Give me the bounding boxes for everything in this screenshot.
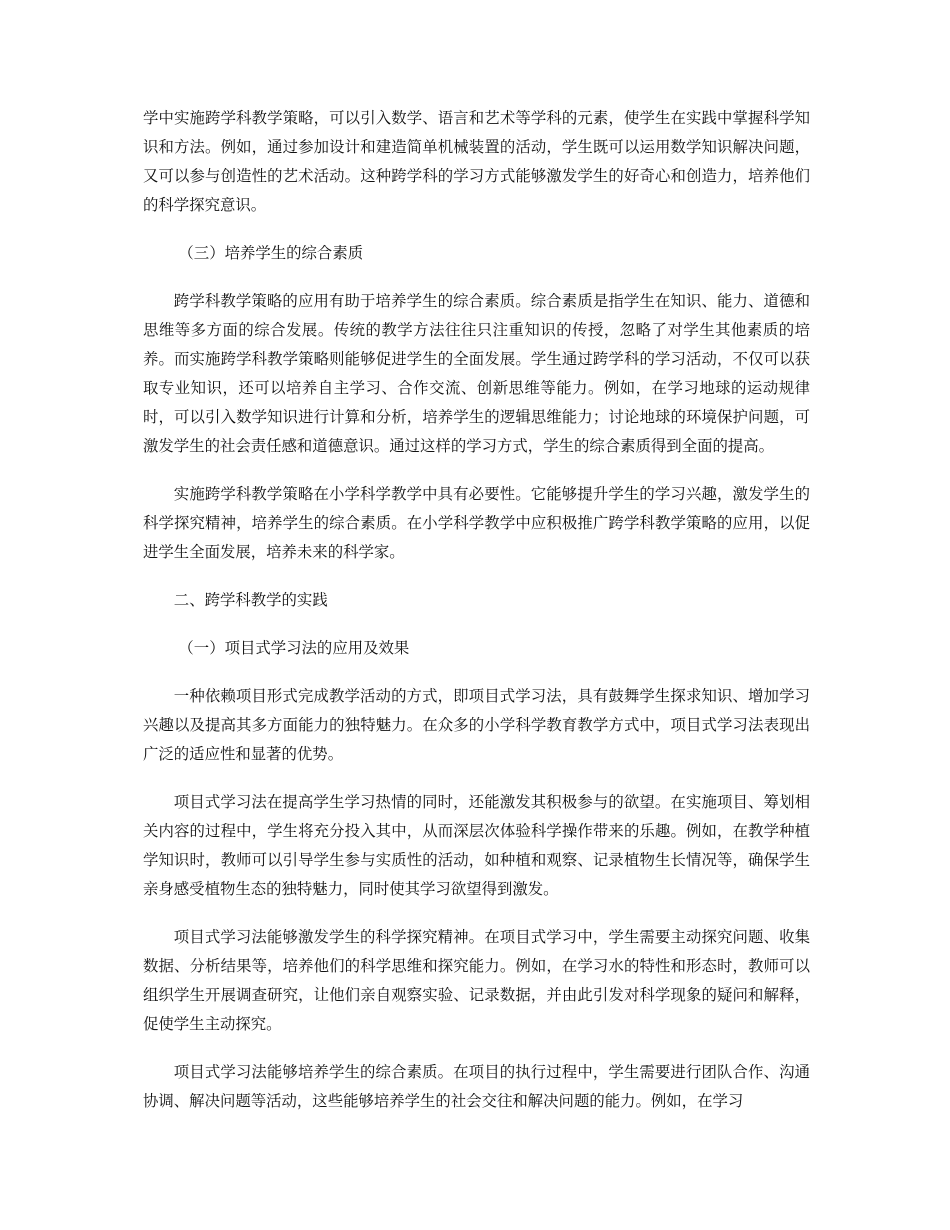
paragraph-truncated: 项目式学习法能够培养学生的综合素质。在项目的执行过程中，学生需要进行团队合作、沟通协调、解决问题等活动，这些能够培养学生的社会交往和解决问题的能力。例如，在学习: [143, 1063, 810, 1110]
paragraph: 项目式学习法在提高学生学习热情的同时，还能激发其积极参与的欲望。在实施项目、筹划相关内容的过程中，学生将充分投入其中，从而深层次体验科学操作带来的乐趣。例如，在教学种植学知识时，教师可以引导学生参与实质性的活动，如种植和观察、记录植物生长情况等，确保学生亲身感受植物生态的独特魅力，同时使其学习欲望得到激发。: [143, 793, 810, 898]
paragraph: 一种依赖项目形式完成教学活动的方式，即项目式学习法，具有鼓舞学生探求知识、增加学习兴趣以及提高其多方面能力的独特魅力。在众多的小学科学教育教学方式中，项目式学习法表现出广泛的适应性和显著的优势。: [143, 687, 810, 763]
section-heading-1: （一）项目式学习法的应用及效果: [178, 639, 410, 657]
paragraph-continuation: 学中实施跨学科教学策略，可以引入数学、语言和艺术等学科的元素，使学生在实践中掌握科学知识和方法。例如，通过参加设计和建造简单机械装置的活动，学生既可以运用数学知识解决问题，又可以参与创造性的艺术活动。这种跨学科的学习方式能够激发学生的好奇心和创造力，培养他们的科学探究意识。: [143, 109, 810, 214]
section-heading-3: （三）培养学生的综合素质: [178, 244, 364, 262]
paragraph: 实施跨学科教学策略在小学科学教学中具有必要性。它能够提升学生的学习兴趣，激发学生的科学探究精神，培养学生的综合素质。在小学科学教学中应积极推广跨学科教学策略的应用，以促进学生全面发展，培养未来的科学家。: [143, 485, 810, 561]
chapter-heading-2: 二、跨学科教学的实践: [173, 591, 328, 609]
paragraph: 项目式学习法能够激发学生的科学探究精神。在项目式学习中，学生需要主动探究问题、收集数据、分析结果等，培养他们的科学思维和探究能力。例如，在学习水的特性和形态时，教师可以组织学生开展调查研究，让他们亲自观察实验、记录数据，并由此引发对科学现象的疑问和解释，促使学生主动探究。: [143, 928, 810, 1033]
paragraph: 跨学科教学策略的应用有助于培养学生的综合素质。综合素质是指学生在知识、能力、道德和思维等多方面的综合发展。传统的教学方法往往只注重知识的传授，忽略了对学生其他素质的培养。而实施跨学科教学策略则能够促进学生的全面发展。学生通过跨学科的学习活动，不仅可以获取专业知识，还可以培养自主学习、合作交流、创新思维等能力。例如，在学习地球的运动规律时，可以引入数学知识进行计算和分析，培养学生的逻辑思维能力；讨论地球的环境保护问题，可激发学生的社会责任感和道德意识。通过这样的学习方式，学生的综合素质得到全面的提高。: [143, 292, 810, 455]
